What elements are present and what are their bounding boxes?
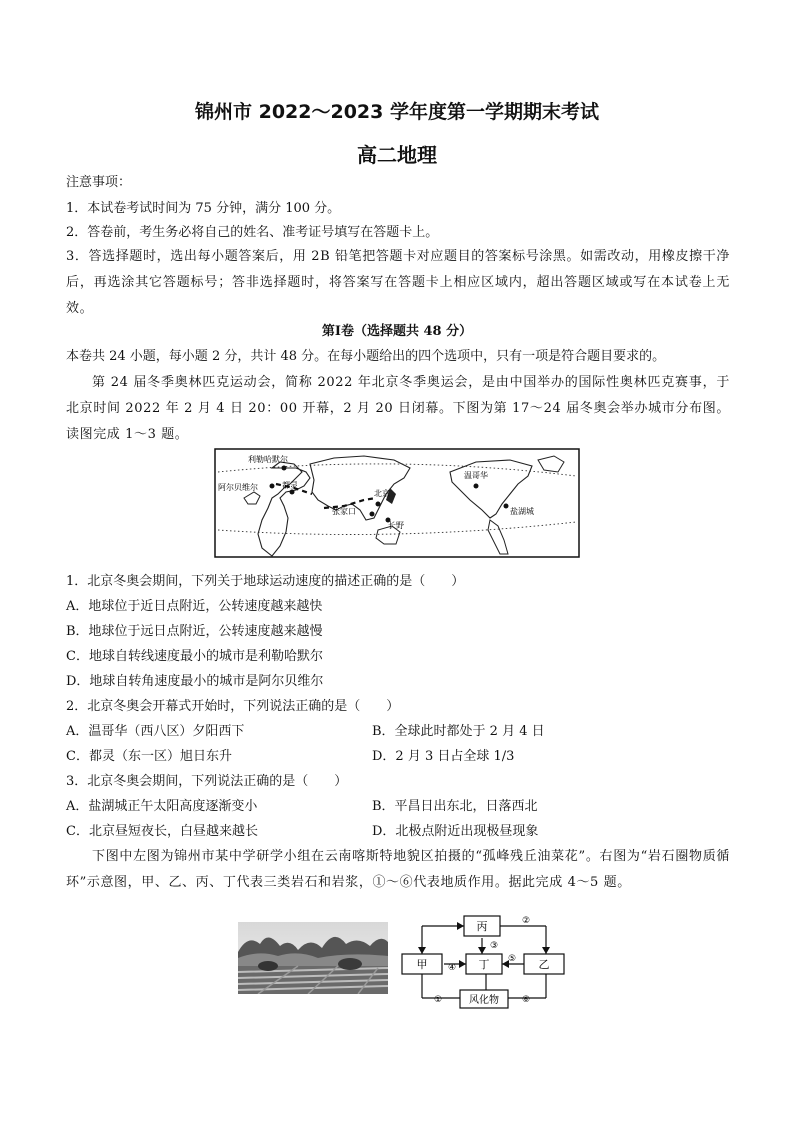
question-1-option-a: A．地球位于近日点附近，公转速度越来越快 xyxy=(66,599,323,614)
map-label-nagano: 长野 xyxy=(388,521,404,530)
question-1-stem: 1．北京冬奥会期间，下列关于地球运动速度的描述正确的是（ ） xyxy=(66,574,465,589)
city-marker-turin xyxy=(290,490,295,495)
question-2-option-d: D．2 月 3 日占全球 1/3 xyxy=(372,749,515,764)
city-marker-lillehammer xyxy=(282,466,287,471)
exam-title: 锦州市 2022～2023 学年度第一学期期末考试 xyxy=(195,101,599,123)
section-intro: 本卷共 24 小题，每小题 2 分，共计 48 分。在每小题给出的四个选项中，只有一项是符合题目要求的。 xyxy=(66,349,666,364)
question-3-stem: 3．北京冬奥会期间，下列说法正确的是（ ） xyxy=(66,774,348,789)
notes-heading: 注意事项： xyxy=(66,175,132,190)
question-2-stem: 2．北京冬奥会开幕式开始时，下列说法正确的是（ ） xyxy=(66,699,400,714)
city-marker-beijing xyxy=(376,502,381,507)
process-2: ① xyxy=(434,995,443,1005)
question-3-option-b: B．平昌日出东北，日落西北 xyxy=(372,799,538,814)
map-label-lillehammer: 利勒哈默尔 xyxy=(248,455,288,464)
label-bing: 丙 xyxy=(476,920,488,933)
question-3-option-c: C．北京昼短夜长，白昼越来越长 xyxy=(66,824,258,839)
notes-item-2: 2．答卷前，考生务必将自己的姓名、准考证号填写在答题卡上。 xyxy=(66,225,439,240)
label-yi: 乙 xyxy=(538,958,550,971)
question-1-option-c: C．地球自转线速度最小的城市是利勒哈默尔 xyxy=(66,649,323,664)
label-ding: 丁 xyxy=(478,958,490,971)
map-label-saltlake: 盐湖城 xyxy=(510,507,534,516)
karst-landscape-photo xyxy=(238,922,388,994)
question-3-option-a: A．盐湖城正午太阳高度逐渐变小 xyxy=(66,799,258,814)
passage-olympics: 第 24 届冬季奥林匹克运动会，简称 2022 年北京冬季奥运会，是由中国举办的国际性奥林匹克赛事，于北京时间 2022 年 2 月 4 日 20：00 开幕，2 月 20 日闭幕。下图为第 17～24 届冬奥会举办城市分布图。读图完成 1～3 题。 xyxy=(66,375,730,442)
map-label-zhangjiakou: 张家口 xyxy=(332,507,356,516)
map-label-albertville: 阿尔贝维尔 xyxy=(218,483,258,492)
map-label-vancouver: 温哥华 xyxy=(464,471,488,480)
process-5: ⑤ xyxy=(508,954,517,964)
process-4: ④ xyxy=(448,963,457,973)
label-jia: 甲 xyxy=(416,958,428,971)
section-heading: 第Ⅰ卷（选择题共 48 分） xyxy=(321,324,473,339)
process-1: ② xyxy=(522,916,531,926)
city-marker-vancouver xyxy=(474,484,479,489)
question-2-option-a: A．温哥华（西八区）夕阳西下 xyxy=(66,724,245,739)
question-1-option-d: D．地球自转角速度最小的城市是阿尔贝维尔 xyxy=(66,674,324,689)
process-3: ③ xyxy=(490,941,499,951)
process-6: ⑥ xyxy=(522,995,531,1005)
winter-olympics-map xyxy=(214,448,580,558)
question-2-option-c: C．都灵（东一区）旭日东升 xyxy=(66,749,232,764)
notes-item-1: 1．本试卷考试时间为 75 分钟，满分 100 分。 xyxy=(66,201,341,216)
map-label-beijing: 北京 xyxy=(374,489,390,498)
question-1-option-b: B．地球位于远日点附近，公转速度越来越慢 xyxy=(66,624,323,639)
notes-item-3: 3．答选择题时，选出每小题答案后，用 2B 铅笔把答题卡对应题目的答案标号涂黑。如需改动，用橡皮擦干净后，再选涂其它答题标号；答非选择题时，将答案写在答题卡上相应区域内，超出答题区域或写在本试卷上无效。 xyxy=(66,249,730,316)
passage-karst: 下图中左图为锦州市某中学研学小组在云南喀斯特地貌区拍摄的“孤峰残丘油菜花”。右图为“岩石圈物质循环”示意图，甲、乙、丙、丁代表三类岩石和岩浆，①～⑥代表地质作用。据此完成 4～5 题。 xyxy=(66,849,730,890)
map-label-turin: 都灵 xyxy=(282,481,298,490)
exam-subject: 高二地理 xyxy=(357,143,437,167)
rock-cycle-diagram xyxy=(398,912,568,1012)
city-marker-albertville xyxy=(270,484,275,489)
label-weathered: 风化物 xyxy=(469,995,499,1006)
city-marker-saltlake xyxy=(504,504,509,509)
question-2-option-b: B．全球此时都处于 2 月 4 日 xyxy=(372,724,545,739)
city-marker-zhangjiakou xyxy=(370,512,375,517)
question-3-option-d: D．北极点附近出现极昼现象 xyxy=(372,824,539,839)
